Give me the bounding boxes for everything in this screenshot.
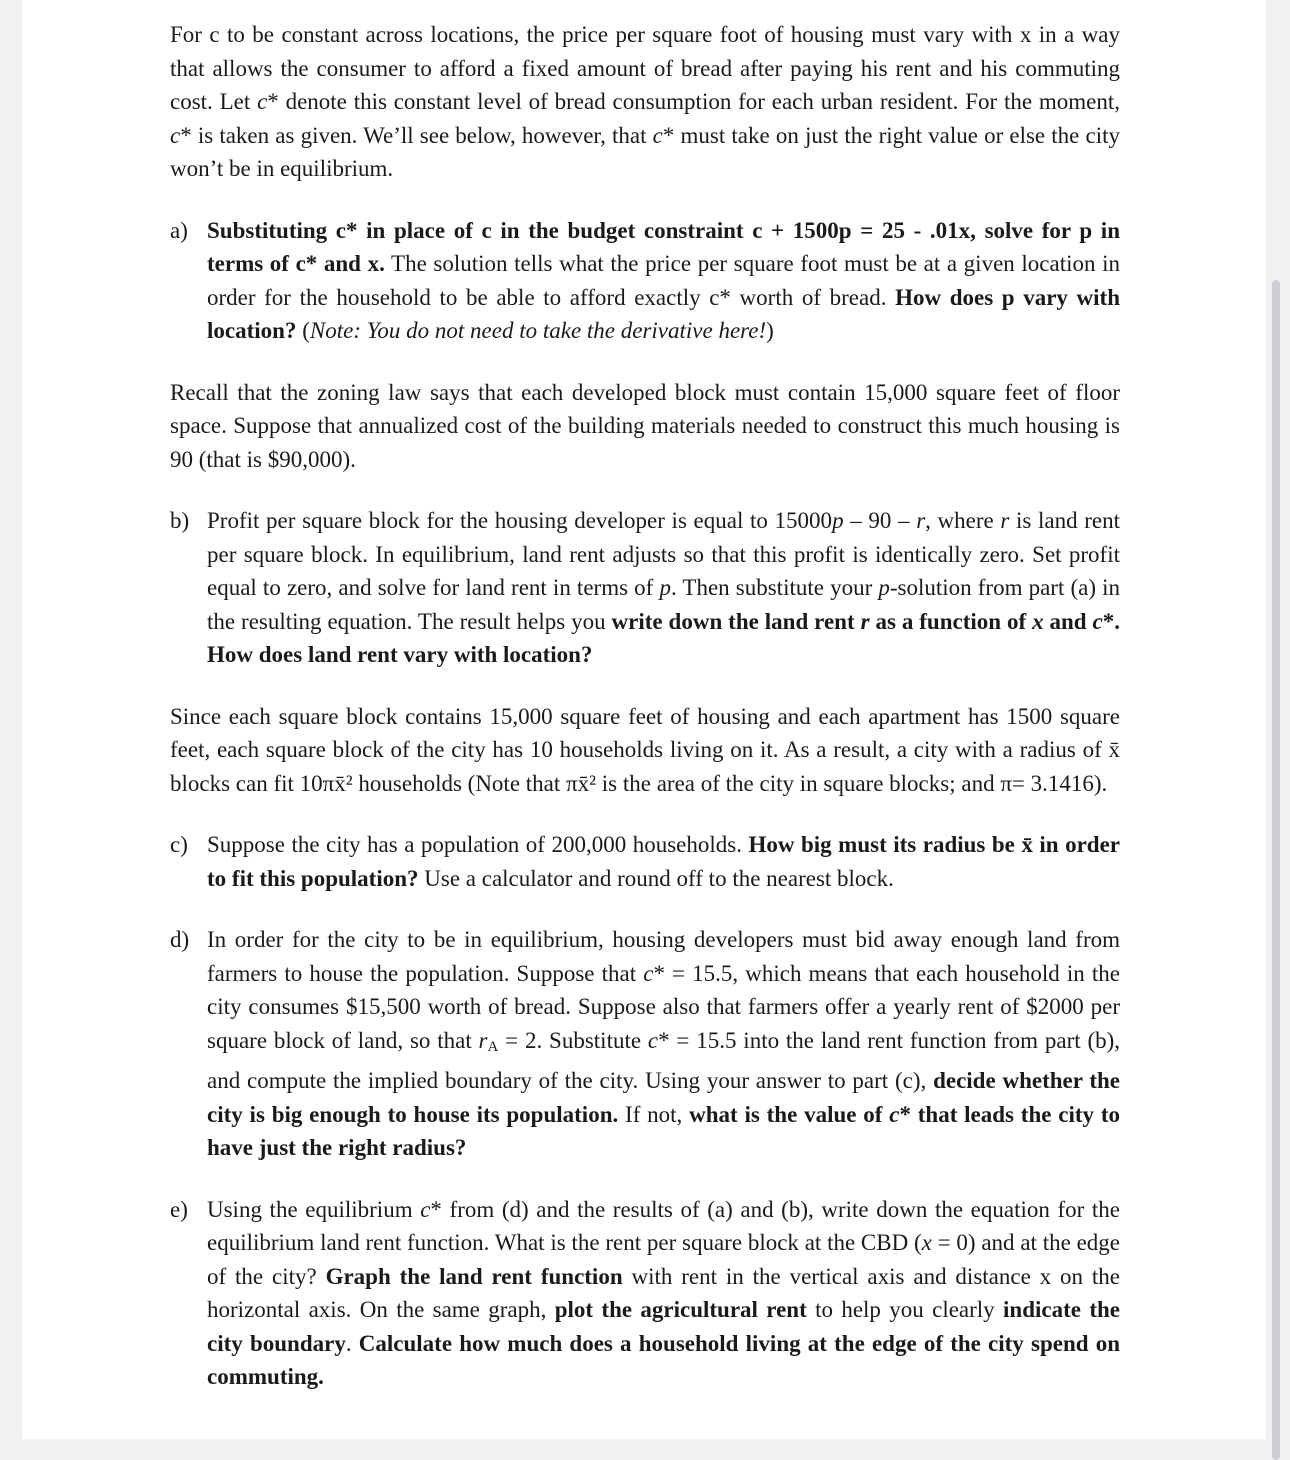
zoning-paragraph [170, 376, 1120, 477]
question-label: a) [170, 217, 188, 243]
text-run: Since each square block contains 15,000 square feet of housing and each apartment has 1500 square feet, each square block of the city has 10 households living on it. As a result, a city with a radius of x̄ blocks can fit 10πx̄² households (Note that πx̄² is the area of the city in square blocks; and π= 3.1416). [170, 703, 1120, 796]
question-d [170, 923, 1120, 1165]
text-run: to help you clearly [806, 1297, 1004, 1322]
text-run: x [921, 1230, 932, 1255]
text-run: For c to be constant across locations, the price per square foot of housing must vary with x in a way that allows the consumer to afford a fixed amount of bread after paying his rent and his commuting cost. Let [170, 22, 1120, 114]
text-run: p [659, 575, 671, 600]
text-run: * denote this constant level of bread consumption for each urban resident. For the moment, [267, 89, 1121, 114]
question-c [170, 828, 1120, 895]
vertical-scrollbar[interactable] [1272, 280, 1280, 1460]
text-run: . [345, 1330, 359, 1356]
question-label: c) [170, 832, 188, 857]
text-run: c [643, 960, 654, 986]
text-run: A [487, 1038, 499, 1055]
text-run: c [170, 122, 181, 148]
question-b [170, 504, 1120, 672]
text-run: If not, [618, 1101, 690, 1127]
text-run: How does p vary with location? [207, 284, 1120, 343]
blocks-paragraph [170, 700, 1120, 801]
text-run: Suppose the city has a population of 200,000 households. [207, 832, 749, 857]
text-run: * = 15.5, which means that each household in the city consumes $15,500 worth of bread. Suppose also that farmers offer a yearly rent of $2000 per square block of land, so that [207, 960, 1121, 1053]
text-run: is land rent per square block. In equilibrium, land rent adjusts so that this profit is identically zero. Set profit equal to zero, and solve for land rent in terms of [207, 508, 1121, 600]
question-label: d) [170, 927, 190, 952]
text-run: * that leads the city to have just the right radius? [207, 1101, 1120, 1160]
document-page [22, 0, 1266, 1439]
text-run: , where [925, 508, 1001, 533]
text-run: * is taken as given. We’ll see below, however, that [180, 122, 653, 148]
text-run: Calculate how much does a household living at the edge of the city spend on commuting. [207, 1330, 1121, 1389]
document-content [170, 18, 1120, 1422]
question-text [207, 1193, 1120, 1394]
text-run: -solution from part (a) in the resulting equation. The result helps you [207, 575, 1120, 634]
text-run: The solution tells what the price per square foot must be at a given location in order for the household to be able to afford exactly c* worth of bread. [207, 251, 1120, 310]
text-run: and [1043, 608, 1093, 634]
question-label: e) [170, 1196, 188, 1222]
text-run: r [478, 1027, 488, 1053]
text-run: c [647, 1027, 659, 1053]
question-text [207, 214, 1120, 348]
text-run: c [652, 122, 663, 148]
text-run: * = 15.5 into the land rent function from part (b), and compute the implied boundary of the city. Using your answer to part (c), [207, 1027, 1121, 1093]
text-run: what is the value of [689, 1101, 890, 1127]
text-run: Profit per square block for the housing developer is equal to 15000 [207, 508, 833, 533]
text-run: * must take on just the right value or else the city won’t be in equilibrium. [170, 122, 1120, 181]
text-run: . Then substitute your [670, 575, 879, 600]
text-run: plot the agricultural rent [554, 1297, 807, 1322]
text-run: In order for the city to be in equilibrium, housing developers must bid away enough land from farmers to house the population. Suppose that [207, 927, 1120, 986]
question-label: b) [170, 508, 190, 533]
question-text [207, 828, 1120, 895]
text-run: = 0) and at the edge of the city? [207, 1230, 1120, 1289]
text-run: – 90 – [843, 508, 917, 533]
text-run: indicate the city boundary [207, 1297, 1120, 1356]
text-run: x [1032, 608, 1044, 634]
text-run: r [1000, 508, 1010, 533]
text-run: c [889, 1101, 900, 1127]
text-run: p [878, 575, 890, 600]
text-run: with rent in the vertical axis and distance x on the horizontal axis. On the same graph, [207, 1263, 1120, 1322]
question-e [170, 1193, 1120, 1394]
text-run: c [420, 1196, 431, 1222]
text-run: write down the land rent [611, 608, 861, 634]
text-run: decide whether the city is big enough to house its population. [207, 1068, 1120, 1127]
text-run: ) [766, 318, 774, 343]
question-a [170, 214, 1120, 348]
text-run: * from (d) and the results of (a) and (b), write down the equation for the equilibrium land rent function. What is the rent per square block at the CBD ( [207, 1196, 1120, 1255]
text-run: p [832, 508, 844, 533]
question-text [207, 504, 1120, 672]
text-run: Use a calculator and round off to the nearest block. [418, 865, 894, 891]
text-run: r [916, 508, 926, 533]
text-run: Graph the land rent function [325, 1263, 623, 1289]
text-run: Recall that the zoning law says that each developed block must contain 15,000 square feet of floor space. Suppose that annualized cost of the building materials needed to construct this much housing is 90 (that is $90,000). [170, 379, 1120, 472]
text-run: How big must its radius be x̄ in order to fit this population? [207, 832, 1120, 891]
text-run: = 2. Substitute [498, 1027, 648, 1053]
text-run: r [860, 608, 870, 634]
question-text [207, 923, 1120, 1165]
text-run: c [1092, 608, 1103, 634]
text-run: c [257, 89, 268, 114]
text-run: ( [296, 318, 310, 343]
text-run: Substituting c* in place of c in the budget constraint c + 1500p = 25 - .01x, solve for p in terms of c* and x. [207, 217, 1120, 276]
text-run: as a function of [869, 608, 1033, 634]
text-run: *. How does land rent vary with location? [207, 608, 1120, 667]
text-run: Using the equilibrium [207, 1196, 421, 1222]
text-run: Note: You do not need to take the derivative here! [309, 318, 767, 343]
intro-paragraph [170, 18, 1120, 186]
